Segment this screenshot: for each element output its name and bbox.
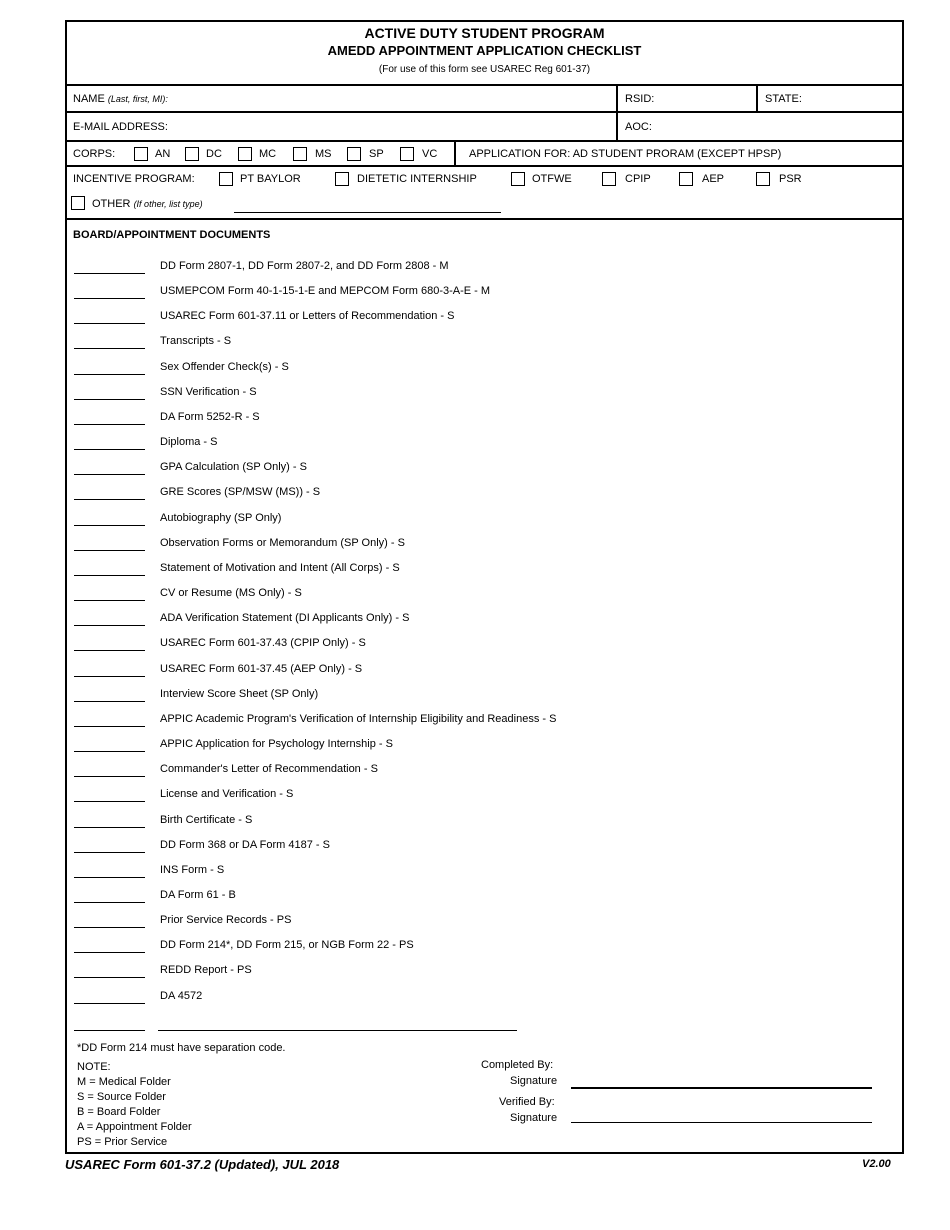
- state-field[interactable]: [756, 84, 902, 111]
- document-item: APPIC Academic Program's Verification of Internship Eligibility and Readiness - S: [160, 712, 557, 725]
- document-item: USMEPCOM Form 40-1-15-1-E and MEPCOM Form 680-3-A-E - M: [160, 285, 491, 298]
- form-header: [67, 22, 902, 86]
- cpip-checkbox[interactable]: [602, 172, 616, 186]
- document-check-line[interactable]: [74, 902, 145, 903]
- notes-block: [77, 1060, 192, 1150]
- application-for-cell: [454, 142, 902, 165]
- document-check-line[interactable]: [74, 877, 145, 878]
- document-item: USAREC Form 601-37.43 (CPIP Only) - S: [160, 637, 366, 650]
- form-subtitle: AMEDD APPOINTMENT APPLICATION CHECKLIST: [327, 43, 642, 58]
- note-prior-service: PS = Prior Service: [77, 1136, 168, 1148]
- document-item: DD Form 2807-1, DD Form 2807-2, and DD Form 2808 - M: [160, 260, 449, 272]
- document-check-line[interactable]: [74, 449, 145, 450]
- rsid-label: RSID:: [625, 93, 655, 105]
- document-check-line[interactable]: [74, 1003, 145, 1004]
- completed-signature-label: Signature: [510, 1075, 558, 1087]
- document-item: Statement of Motivation and Intent (All Corps) - S: [160, 561, 400, 574]
- corps-dc-label: DC: [206, 148, 222, 160]
- document-item: REDD Report - PS: [160, 964, 252, 977]
- document-check-line[interactable]: [74, 726, 145, 727]
- otfwe-label: OTFWE: [532, 173, 572, 185]
- document-item: ADA Verification Statement (DI Applicants Only) - S: [160, 612, 410, 625]
- document-check-line[interactable]: [74, 600, 145, 601]
- document-check-line[interactable]: [74, 952, 145, 953]
- psr-label: PSR: [779, 173, 802, 185]
- aoc-label: AOC:: [625, 121, 652, 133]
- corps-sp-checkbox[interactable]: [347, 147, 361, 161]
- document-check-line[interactable]: [74, 625, 145, 626]
- document-check-line[interactable]: [74, 348, 145, 349]
- corps-sp-label: SP: [369, 148, 384, 160]
- form-version: V2.00: [862, 1158, 891, 1170]
- name-field[interactable]: [67, 84, 616, 111]
- form-reference: (For use of this form see USAREC Reg 601-37): [378, 64, 591, 75]
- document-item: DA 4572: [160, 989, 203, 1002]
- otfwe-checkbox[interactable]: [511, 172, 525, 186]
- documents-title: BOARD/APPOINTMENT DOCUMENTS: [73, 229, 271, 241]
- other-type-input-line[interactable]: [234, 212, 501, 213]
- corps-vc-checkbox[interactable]: [400, 147, 414, 161]
- document-check-line[interactable]: [74, 801, 145, 802]
- document-check-line[interactable]: [74, 575, 145, 576]
- corps-label: CORPS:: [73, 148, 116, 160]
- document-check-line[interactable]: [74, 525, 145, 526]
- footnote: *DD Form 214 must have separation code.: [77, 1042, 286, 1054]
- document-item: Sex Offender Check(s) - S: [160, 360, 289, 373]
- document-item: Prior Service Records - PS: [160, 914, 292, 927]
- document-item: Diploma - S: [160, 436, 218, 449]
- corps-ms-checkbox[interactable]: [293, 147, 307, 161]
- email-label: E-MAIL ADDRESS:: [73, 121, 168, 133]
- pt-baylor-checkbox[interactable]: [219, 172, 233, 186]
- blank-document-line[interactable]: [158, 1030, 517, 1031]
- document-item: DD Form 214*, DD Form 215, or NGB Form 22 - PS: [160, 939, 414, 952]
- document-item: GRE Scores (SP/MSW (MS)) - S: [160, 486, 321, 499]
- document-check-line[interactable]: [74, 424, 145, 425]
- application-for-text: APPLICATION FOR: AD STUDENT PRORAM (EXCEPT HPSP): [469, 148, 782, 160]
- note-appointment: A = Appointment Folder: [77, 1121, 192, 1133]
- document-check-line[interactable]: [74, 474, 145, 475]
- form-id: USAREC Form 601-37.2 (Updated), JUL 2018: [65, 1157, 340, 1172]
- corps-mc-checkbox[interactable]: [238, 147, 252, 161]
- document-item: DA Form 61 - B: [160, 889, 236, 901]
- verified-by-label: Verified By:: [499, 1096, 555, 1108]
- document-check-line[interactable]: [74, 298, 145, 299]
- email-row: [67, 113, 902, 142]
- note-board: B = Board Folder: [77, 1106, 161, 1118]
- aep-checkbox[interactable]: [679, 172, 693, 186]
- blank-check-line[interactable]: [74, 1030, 145, 1031]
- incentive-row: [67, 167, 902, 220]
- document-check-line[interactable]: [74, 273, 145, 274]
- corps-mc-label: MC: [259, 148, 277, 160]
- completed-signature-line[interactable]: [571, 1087, 872, 1089]
- form-title: ACTIVE DUTY STUDENT PROGRAM: [364, 25, 605, 41]
- aoc-field[interactable]: [616, 113, 902, 140]
- document-check-line[interactable]: [74, 977, 145, 978]
- other-label: OTHER: [92, 198, 131, 210]
- document-check-line[interactable]: [74, 827, 145, 828]
- document-item: License and Verification - S: [160, 788, 294, 801]
- verified-signature-line[interactable]: [571, 1122, 872, 1123]
- aep-label: AEP: [702, 173, 725, 185]
- checklist-form: [65, 20, 904, 1154]
- note-source: S = Source Folder: [77, 1091, 166, 1103]
- other-checkbox[interactable]: [71, 196, 85, 210]
- document-item: Commander's Letter of Recommendation - S: [160, 763, 378, 776]
- state-label: STATE:: [765, 93, 802, 105]
- document-check-line[interactable]: [74, 323, 145, 324]
- corps-an-checkbox[interactable]: [134, 147, 148, 161]
- document-check-line[interactable]: [74, 550, 145, 551]
- document-check-line[interactable]: [74, 776, 145, 777]
- document-item: DD Form 368 or DA Form 4187 - S: [160, 838, 330, 851]
- document-check-line[interactable]: [74, 399, 145, 400]
- document-check-line[interactable]: [74, 499, 145, 500]
- document-item: Birth Certificate - S: [160, 813, 253, 826]
- document-item: DA Form 5252-R - S: [160, 410, 260, 423]
- other-hint: (If other, list type): [133, 199, 203, 209]
- document-check-line[interactable]: [74, 374, 145, 375]
- document-item: APPIC Application for Psychology Internship - S: [160, 738, 393, 751]
- name-hint: (Last, first, MI):: [107, 94, 168, 104]
- document-item: Observation Forms or Memorandum (SP Only) - S: [160, 536, 405, 549]
- dietetic-internship-checkbox[interactable]: [335, 172, 349, 186]
- document-item: USAREC Form 601-37.45 (AEP Only) - S: [160, 662, 363, 675]
- email-field[interactable]: [67, 113, 616, 140]
- corps-dc-checkbox[interactable]: [185, 147, 199, 161]
- document-item: GPA Calculation (SP Only) - S: [160, 461, 307, 474]
- document-item: USAREC Form 601-37.11 or Letters of Recommendation - S: [160, 310, 455, 323]
- document-item: Interview Score Sheet (SP Only): [160, 687, 319, 700]
- completed-by-label: Completed By:: [481, 1059, 554, 1071]
- note-medical: M = Medical Folder: [77, 1076, 171, 1088]
- rsid-field[interactable]: [616, 84, 756, 111]
- document-check-line[interactable]: [74, 751, 145, 752]
- document-item: Autobiography (SP Only): [160, 511, 282, 524]
- document-check-line[interactable]: [74, 650, 145, 651]
- name-row: [67, 84, 902, 113]
- corps-row: [67, 142, 902, 167]
- document-item: SSN Verification - S: [160, 385, 257, 398]
- name-label: NAME: [73, 93, 105, 105]
- psr-checkbox[interactable]: [756, 172, 770, 186]
- corps-an-label: AN: [155, 148, 171, 160]
- verified-signature-label: Signature: [510, 1112, 558, 1124]
- cpip-label: CPIP: [625, 173, 651, 185]
- document-check-line[interactable]: [74, 852, 145, 853]
- document-item: INS Form - S: [160, 863, 225, 876]
- document-check-line[interactable]: [74, 676, 145, 677]
- pt-baylor-label: PT BAYLOR: [240, 173, 301, 185]
- document-item: CV or Resume (MS Only) - S: [160, 587, 302, 600]
- document-check-line[interactable]: [74, 927, 145, 928]
- dietetic-internship-label: DIETETIC INTERNSHIP: [357, 173, 477, 185]
- document-check-line[interactable]: [74, 701, 145, 702]
- incentive-label: INCENTIVE PROGRAM:: [73, 173, 195, 185]
- corps-ms-label: MS: [315, 148, 332, 160]
- corps-vc-label: VC: [422, 148, 438, 160]
- notes-title: NOTE:: [77, 1061, 111, 1073]
- document-item: Transcripts - S: [160, 335, 232, 348]
